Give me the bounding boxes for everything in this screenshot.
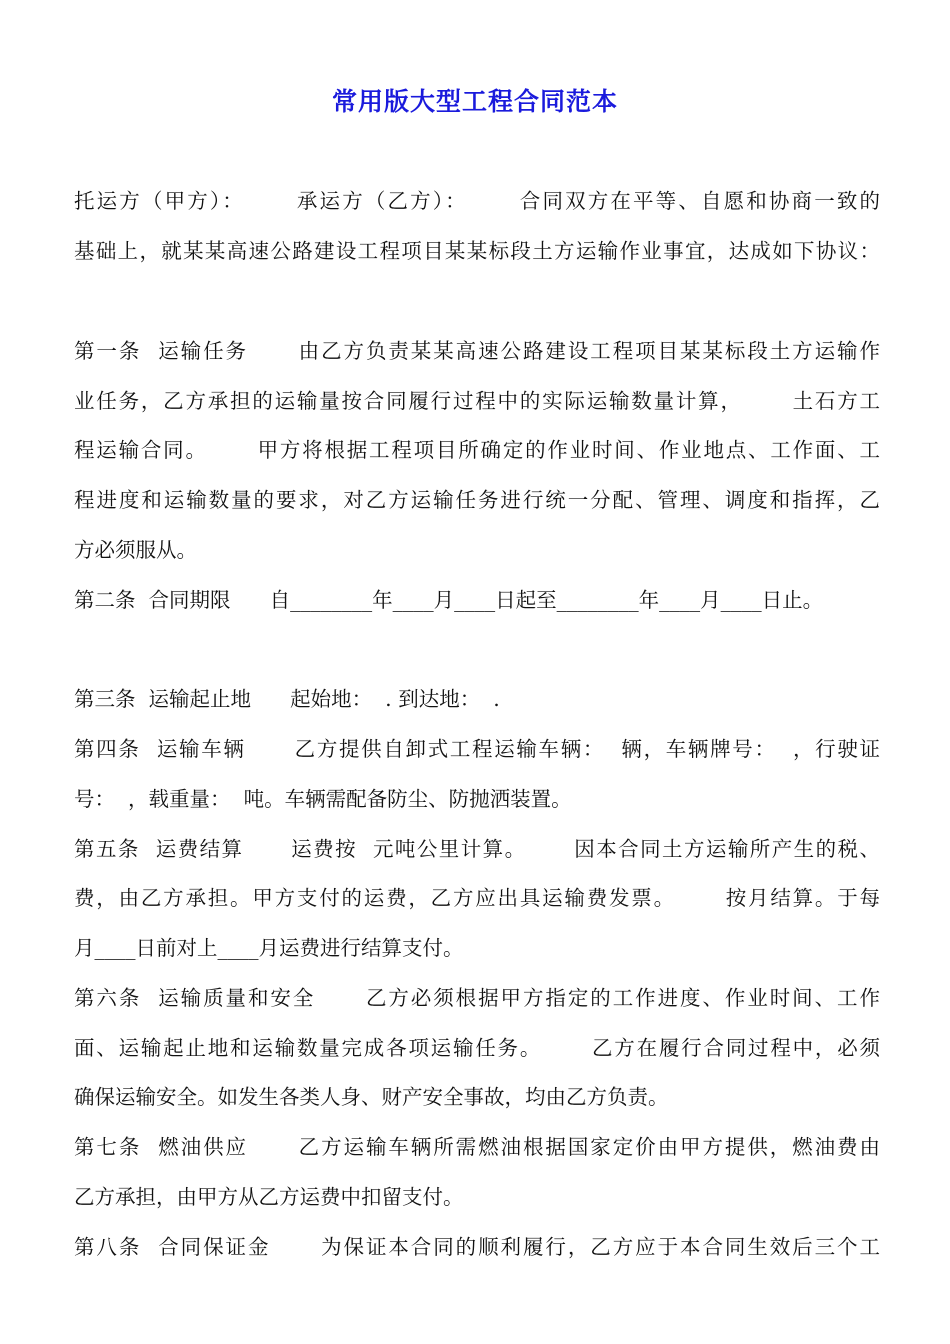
text-line: 月____日前对上____月运费进行结算支付。: [74, 936, 464, 960]
text-line: 第五条 运费结算 运费按 元吨公里计算。 因本合同土方运输所产生的税、: [74, 837, 880, 861]
text-line: 第三条 运输起止地 起始地： . 到达地： .: [74, 687, 500, 711]
text-line: 第四条 运输车辆 乙方提供自卸式工程运输车辆： 辆，车辆牌号： ，行驶证: [74, 737, 880, 761]
text-line: 基础上，就某某高速公路建设工程项目某某标段土方运输作业事宜，达成如下协议：: [74, 239, 880, 263]
text-line: 第二条 合同期限 自________年____月____日起至________年____月____日止。: [74, 588, 824, 612]
text-line: 乙方承担，由甲方从乙方运费中扣留支付。: [74, 1185, 464, 1209]
text-line: 号： ，载重量： 吨。车辆需配备防尘、防抛洒装置。: [74, 787, 572, 811]
text-line: 第一条 运输任务 由乙方负责某某高速公路建设工程项目某某标段土方运输作: [74, 339, 880, 363]
text-line: 第六条 运输质量和安全 乙方必须根据甲方指定的工作进度、作业时间、工作: [74, 986, 880, 1010]
document-title: 常用版大型工程合同范本: [331, 87, 618, 116]
text-line: 确保运输安全。如发生各类人身、财产安全事故，均由乙方负责。: [74, 1085, 669, 1109]
text-line: 第八条 合同保证金 为保证本合同的顺利履行，乙方应于本合同生效后三个工: [74, 1235, 880, 1259]
text-line: 程运输合同。 甲方将根据工程项目所确定的作业时间、作业地点、工作面、工: [74, 438, 880, 462]
text-line: 托运方（甲方）： 承运方（乙方）： 合同双方在平等、自愿和协商一致的: [74, 189, 880, 213]
text-line: 第七条 燃油供应 乙方运输车辆所需燃油根据国家定价由甲方提供，燃油费由: [74, 1135, 880, 1159]
text-line: 面、运输起止地和运输数量完成各项运输任务。 乙方在履行合同过程中，必须: [74, 1036, 880, 1060]
text-line: 程进度和运输数量的要求，对乙方运输任务进行统一分配、管理、调度和指挥，乙: [74, 488, 880, 512]
text-line: 方必须服从。: [74, 538, 197, 562]
text-line: 费，由乙方承担。甲方支付的运费，乙方应出具运输费发票。 按月结算。于每: [74, 886, 880, 910]
text-line: 业任务，乙方承担的运输量按合同履行过程中的实际运输数量计算， 土石方工: [74, 389, 880, 413]
